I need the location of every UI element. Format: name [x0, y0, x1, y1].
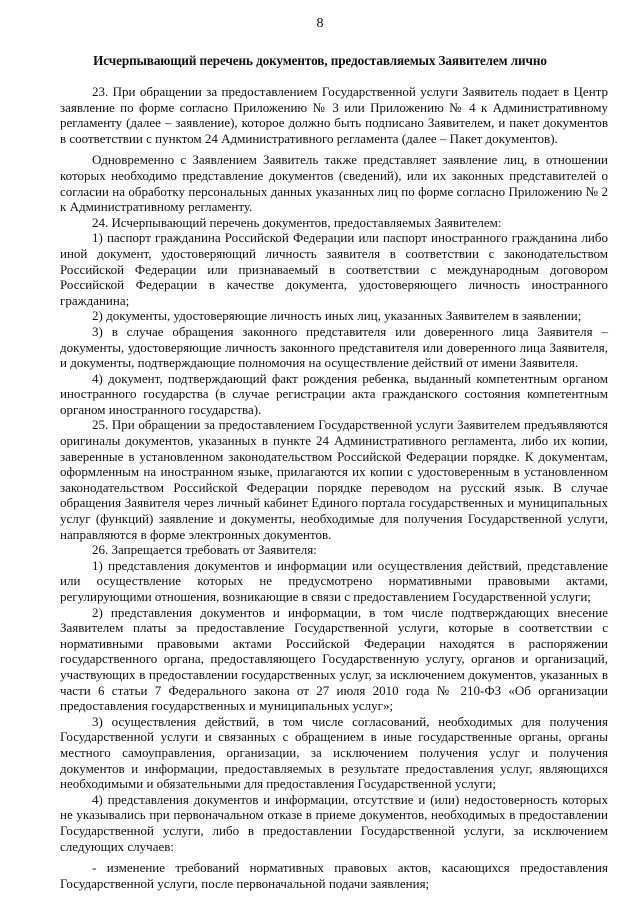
list-item-24-4: 4) документ, подтверждающий факт рождения ребенка, выданный компетентным органом иностранного государства (в случае регистрации акта гражданского состояния компетентным органом иностранного государства). [60, 370, 608, 417]
list-item-26-4-dash: - изменение требований нормативных правовых актов, касающихся предоставления Государственной услуги, после первоначальной подачи заявления; [60, 860, 608, 891]
paragraph-25: 25. При обращении за предоставлением Государственной услуги Заявителем предъявляются оригиналы документов, указанных в пункте 24 Административного регламента, либо их копии, заверенные в установленном законодательством Российской Федерации порядке. К документам, оформленным на иностранном языке, прилагаются их копии с удостоверенным в установленном законодательством Российской Федерации порядке переводом на русский язык. В случае обращения Заявителя через личный кабинет Единого портала государственных и муниципальных услуг (функций) заявление и документы, необходимые для получения Государственной услуги, направляются в форме электронных документов. [60, 417, 608, 542]
paragraph-26: 26. Запрещается требовать от Заявителя: [92, 542, 317, 558]
list-item-26-2: 2) представления документов и информации, в том числе подтверждающих внесение Заявителем платы за предоставление Государственной услуги, которые в соответствии с нормативными правовыми актами Российской Федерации находятся в распоряжении государственного органа, предоставляющего Государственную услугу, органов и организаций, участвующих в предоставлении государственных услуг, за исключением документов, указанных в части 6 статьи 7 Федерального закона от 27 июля 2010 года № 210-ФЗ «Об организации предоставления государственных и муниципальных услуг»; [60, 604, 608, 714]
list-item-26-4: 4) представления документов и информации, отсутствие и (или) недостоверность которых не указывались при первоначальном отказе в приеме документов, необходимых в предоставлении Государственной услуги, либо в предоставлении Государственной услуги, за исключением следующих случаев: [60, 791, 608, 854]
list-item-24-2: 2) документы, удостоверяющие личность иных лиц, указанных Заявителем в заявлении; [92, 308, 582, 324]
paragraph-consent: Одновременно с Заявлением Заявитель также представляет заявление лиц, в отношении которых необходимо представление документов (сведений), или их законных представителей о согласии на обработку персональных данных указанных лиц по форме согласно Приложению № 2 к Административному регламенту. [60, 152, 608, 215]
list-item-24-3: 3) в случае обращения законного представителя или доверенного лица Заявителя – документы, удостоверяющие личность законного представителя или доверенного лица Заявителя, и документы, подтверждающие полномочия на осуществление действий от имени Заявителя. [60, 323, 608, 371]
page-number: 8 [316, 16, 324, 31]
list-item-26-1: 1) представления документов и информации или осуществления действий, представление или осуществление которых не предусмотрено нормативными правовыми актами, регулирующими отношения, возникающие в связи с предоставлением Государственной услуги; [60, 557, 608, 604]
document-body [60, 78, 608, 891]
list-item-26-3: 3) осуществления действий, в том числе согласований, необходимых для получения Государственной услуги и связанных с обращением в иные государственные органы, органы местного самоуправления, организации, за исключением получения услуг и получения документов и информации, предоставляемых в результате предоставления услуг, являющихся необходимыми и обязательными для предоставления Государственной услуги; [60, 713, 608, 792]
section-heading: Исчерпывающий перечень документов, предоставляемых Заявителем лично [93, 53, 547, 68]
paragraph-23: 23. При обращении за предоставлением Государственной услуги Заявитель подает в Центр заявление по форме согласно Приложению № 3 или Приложению № 4 к Административному регламенту (далее – заявление), которое должно быть подписано Заявителем, и пакет документов в соответствии с пунктом 24 Административного регламента (далее – Пакет документов). [60, 84, 608, 146]
list-item-24-1: 1) паспорт гражданина Российской Федерации или паспорт иностранного гражданина либо иной документ, удостоверяющий личность заявителя в соответствии с законодательством Российской Федерации или признаваемый в соответствии с международным договором Российской Федерации в качестве документа, удостоверяющего личность иностранного гражданина; [60, 230, 608, 308]
paragraph-24: 24. Исчерпывающий перечень документов, предоставляемых Заявителем: [92, 214, 502, 230]
